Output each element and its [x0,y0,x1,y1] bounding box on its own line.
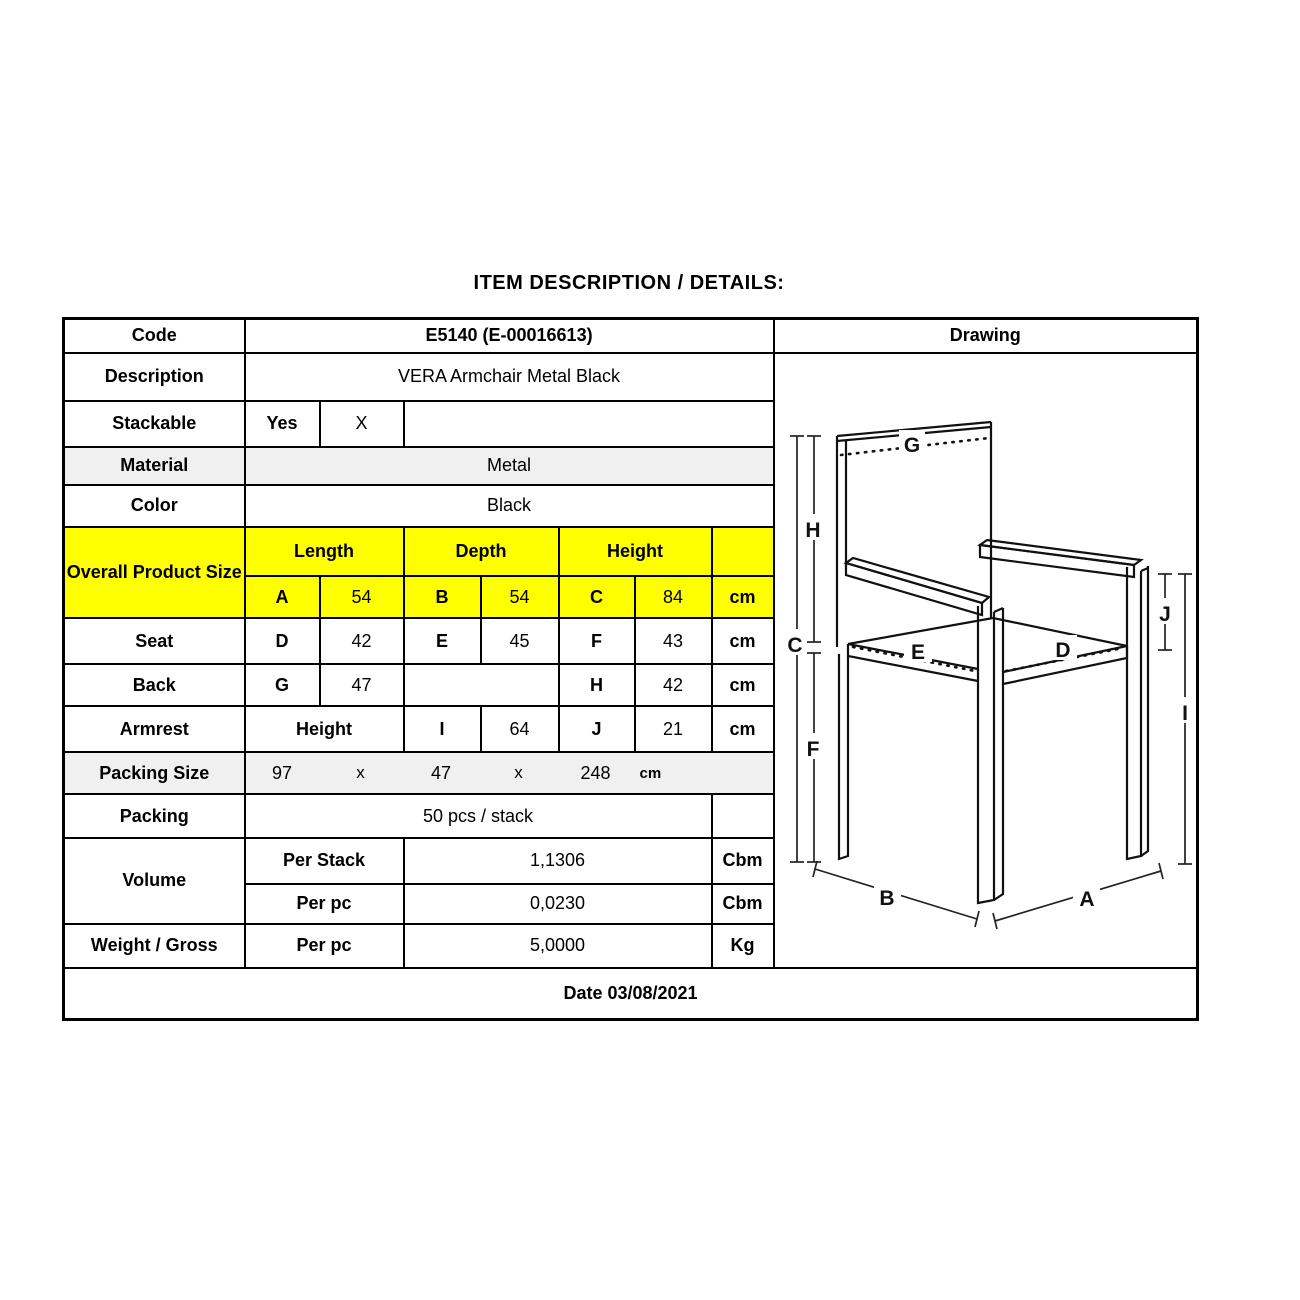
dim-label-f: F [806,737,820,761]
packing-label: Packing [64,794,245,838]
weight-unit: Kg [712,924,774,968]
volume-per-stack-label: Per Stack [245,838,404,884]
weight-label: Weight / Gross [64,924,245,968]
chair-seat [848,618,1127,684]
dim-label-c: C [787,633,803,657]
seat-f-key: F [559,618,635,664]
chair-drawing-svg [775,354,1195,962]
dim-label-d: D [1055,638,1071,662]
dim-label-g: G [904,433,921,457]
spec-sheet [62,272,1196,1021]
chair-legs [839,566,1148,903]
description-label: Description [64,353,245,401]
weight-per-pc-label: Per pc [245,924,404,968]
packing-value: 50 pcs / stack [245,794,712,838]
back-g-value: 47 [320,664,404,706]
size-b-value: 54 [481,576,559,618]
code-row [64,319,1198,353]
armrest-height-label: Height [245,706,404,752]
spec-table [62,317,1199,1021]
packing-size-values [245,752,774,794]
packing-size-v2: 47 [430,762,452,783]
back-h-value: 42 [635,664,712,706]
packing-size-unit: cm [639,764,662,782]
size-b-key: B [404,576,481,618]
dim-label-h: H [805,518,821,542]
size-c-key: C [559,576,635,618]
stackable-yes: Yes [245,401,320,447]
seat-e-key: E [404,618,481,664]
size-header-empty [712,527,774,577]
date-row [64,968,1198,1020]
packing-empty-unit [712,794,774,838]
size-a-value: 54 [320,576,404,618]
color-value: Black [245,485,774,527]
volume-label: Volume [64,838,245,924]
size-a-key: A [245,576,320,618]
volume-per-pc-value: 0,0230 [404,884,712,924]
dim-label-e: E [911,640,926,664]
seat-e-value: 45 [481,618,559,664]
code-label: Code [64,319,245,353]
packing-size-label: Packing Size [64,752,245,794]
size-label: Overall Product Size [64,527,245,619]
page-title: ITEM DESCRIPTION / DETAILS: [473,272,785,294]
dim-label-i: I [1182,701,1189,725]
volume-per-pc-unit: Cbm [712,884,774,924]
weight-value: 5,0000 [404,924,712,968]
material-value: Metal [245,447,774,485]
seat-d-key: D [245,618,320,664]
armrest-i-value: 64 [481,706,559,752]
stackable-label: Stackable [64,401,245,447]
armrest-unit: cm [712,706,774,752]
armrest-label: Armrest [64,706,245,752]
drawing-header: Drawing [774,319,1198,353]
packing-size-v3: 248 [580,762,611,783]
packing-size-x2: x [514,763,523,782]
dim-label-b: B [879,886,895,910]
dim-label-a: A [1079,887,1095,911]
size-unit: cm [712,576,774,618]
packing-size-v1: 97 [271,762,293,783]
volume-per-stack-value: 1,1306 [404,838,712,884]
size-c-value: 84 [635,576,712,618]
description-value: VERA Armchair Metal Black [245,353,774,401]
back-empty [404,664,559,706]
stackable-mark: X [320,401,404,447]
back-h-key: H [559,664,635,706]
volume-per-stack-unit: Cbm [712,838,774,884]
packing-size-grid [246,763,773,784]
back-label: Back [64,664,245,706]
armrest-j-value: 21 [635,706,712,752]
packing-size-x1: x [356,763,365,782]
label-backings [783,430,1194,910]
armrest-j-key: J [559,706,635,752]
size-height-header: Height [559,527,712,577]
code-value: E5140 (E-00016613) [245,319,774,353]
volume-per-pc-label: Per pc [245,884,404,924]
seat-f-value: 43 [635,618,712,664]
seat-unit: cm [712,618,774,664]
size-length-header: Length [245,527,404,577]
seat-label: Seat [64,618,245,664]
seat-d-value: 42 [320,618,404,664]
size-depth-header: Depth [404,527,559,577]
date-value: Date 03/08/2021 [64,968,1198,1020]
stackable-empty [404,401,774,447]
back-g-key: G [245,664,320,706]
armrest-i-key: I [404,706,481,752]
drawing-cell [774,353,1198,968]
color-label: Color [64,485,245,527]
description-row [64,353,1198,401]
back-unit: cm [712,664,774,706]
material-label: Material [64,447,245,485]
chair-arms [846,540,1141,615]
dim-label-j: J [1159,602,1172,626]
